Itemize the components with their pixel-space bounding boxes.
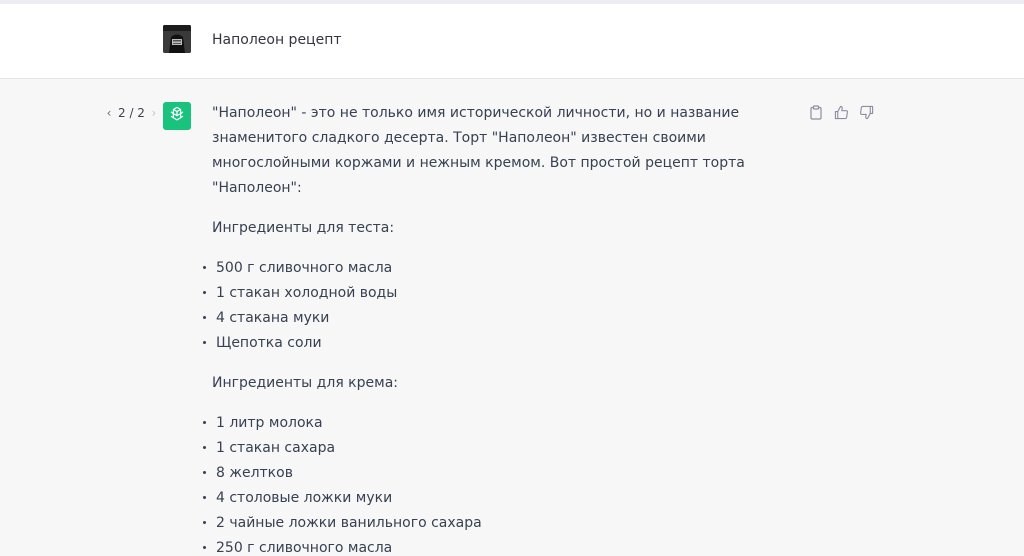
list-item: 8 желтков <box>212 461 792 486</box>
list-item: 2 чайные ложки ванильного сахара <box>212 511 792 536</box>
assistant-avatar <box>163 102 191 130</box>
previous-response-button[interactable]: ‹ <box>106 106 112 120</box>
list-item: 500 г сливочного масла <box>212 256 792 281</box>
dough-ingredients-list <box>212 256 792 356</box>
list-item: 1 стакан сахара <box>212 436 792 461</box>
thumbs-up-button[interactable] <box>833 104 849 120</box>
list-item: 1 стакан холодной воды <box>212 281 792 306</box>
list-item: Щепотка соли <box>212 331 792 356</box>
assistant-message-row <box>0 79 1024 556</box>
next-response-button[interactable]: › <box>151 106 157 120</box>
assistant-message-content <box>212 101 792 556</box>
message-intro: "Наполеон" - это не только имя исторической личности, но и название знаменитого сладкого десерта. Торт "Наполеон" известен своими многослойными коржами и нежным кремом. Вот простой рецепт торта "Наполеон": <box>212 105 745 196</box>
cream-ingredients-list <box>212 411 792 556</box>
list-item: 1 литр молока <box>212 411 792 436</box>
list-item: 250 г сливочного масла <box>212 536 792 556</box>
thumbs-down-icon <box>859 105 874 120</box>
response-pager <box>104 106 159 120</box>
list-item: 4 стакана муки <box>212 306 792 331</box>
cream-ingredients-heading: Ингредиенты для крема: <box>212 375 398 391</box>
response-page-label: 2 / 2 <box>118 106 145 120</box>
thumbs-up-icon <box>834 105 849 120</box>
clipboard-icon <box>809 105 823 120</box>
message-actions <box>808 104 874 120</box>
openai-logo-icon <box>168 105 186 127</box>
user-message-row <box>0 0 1024 79</box>
dough-ingredients-heading: Ингредиенты для теста: <box>212 220 395 236</box>
user-avatar <box>163 25 191 53</box>
copy-button[interactable] <box>808 104 824 120</box>
user-message-text: Наполеон рецепт <box>212 32 342 48</box>
thumbs-down-button[interactable] <box>858 104 874 120</box>
list-item: 4 столовые ложки муки <box>212 486 792 511</box>
